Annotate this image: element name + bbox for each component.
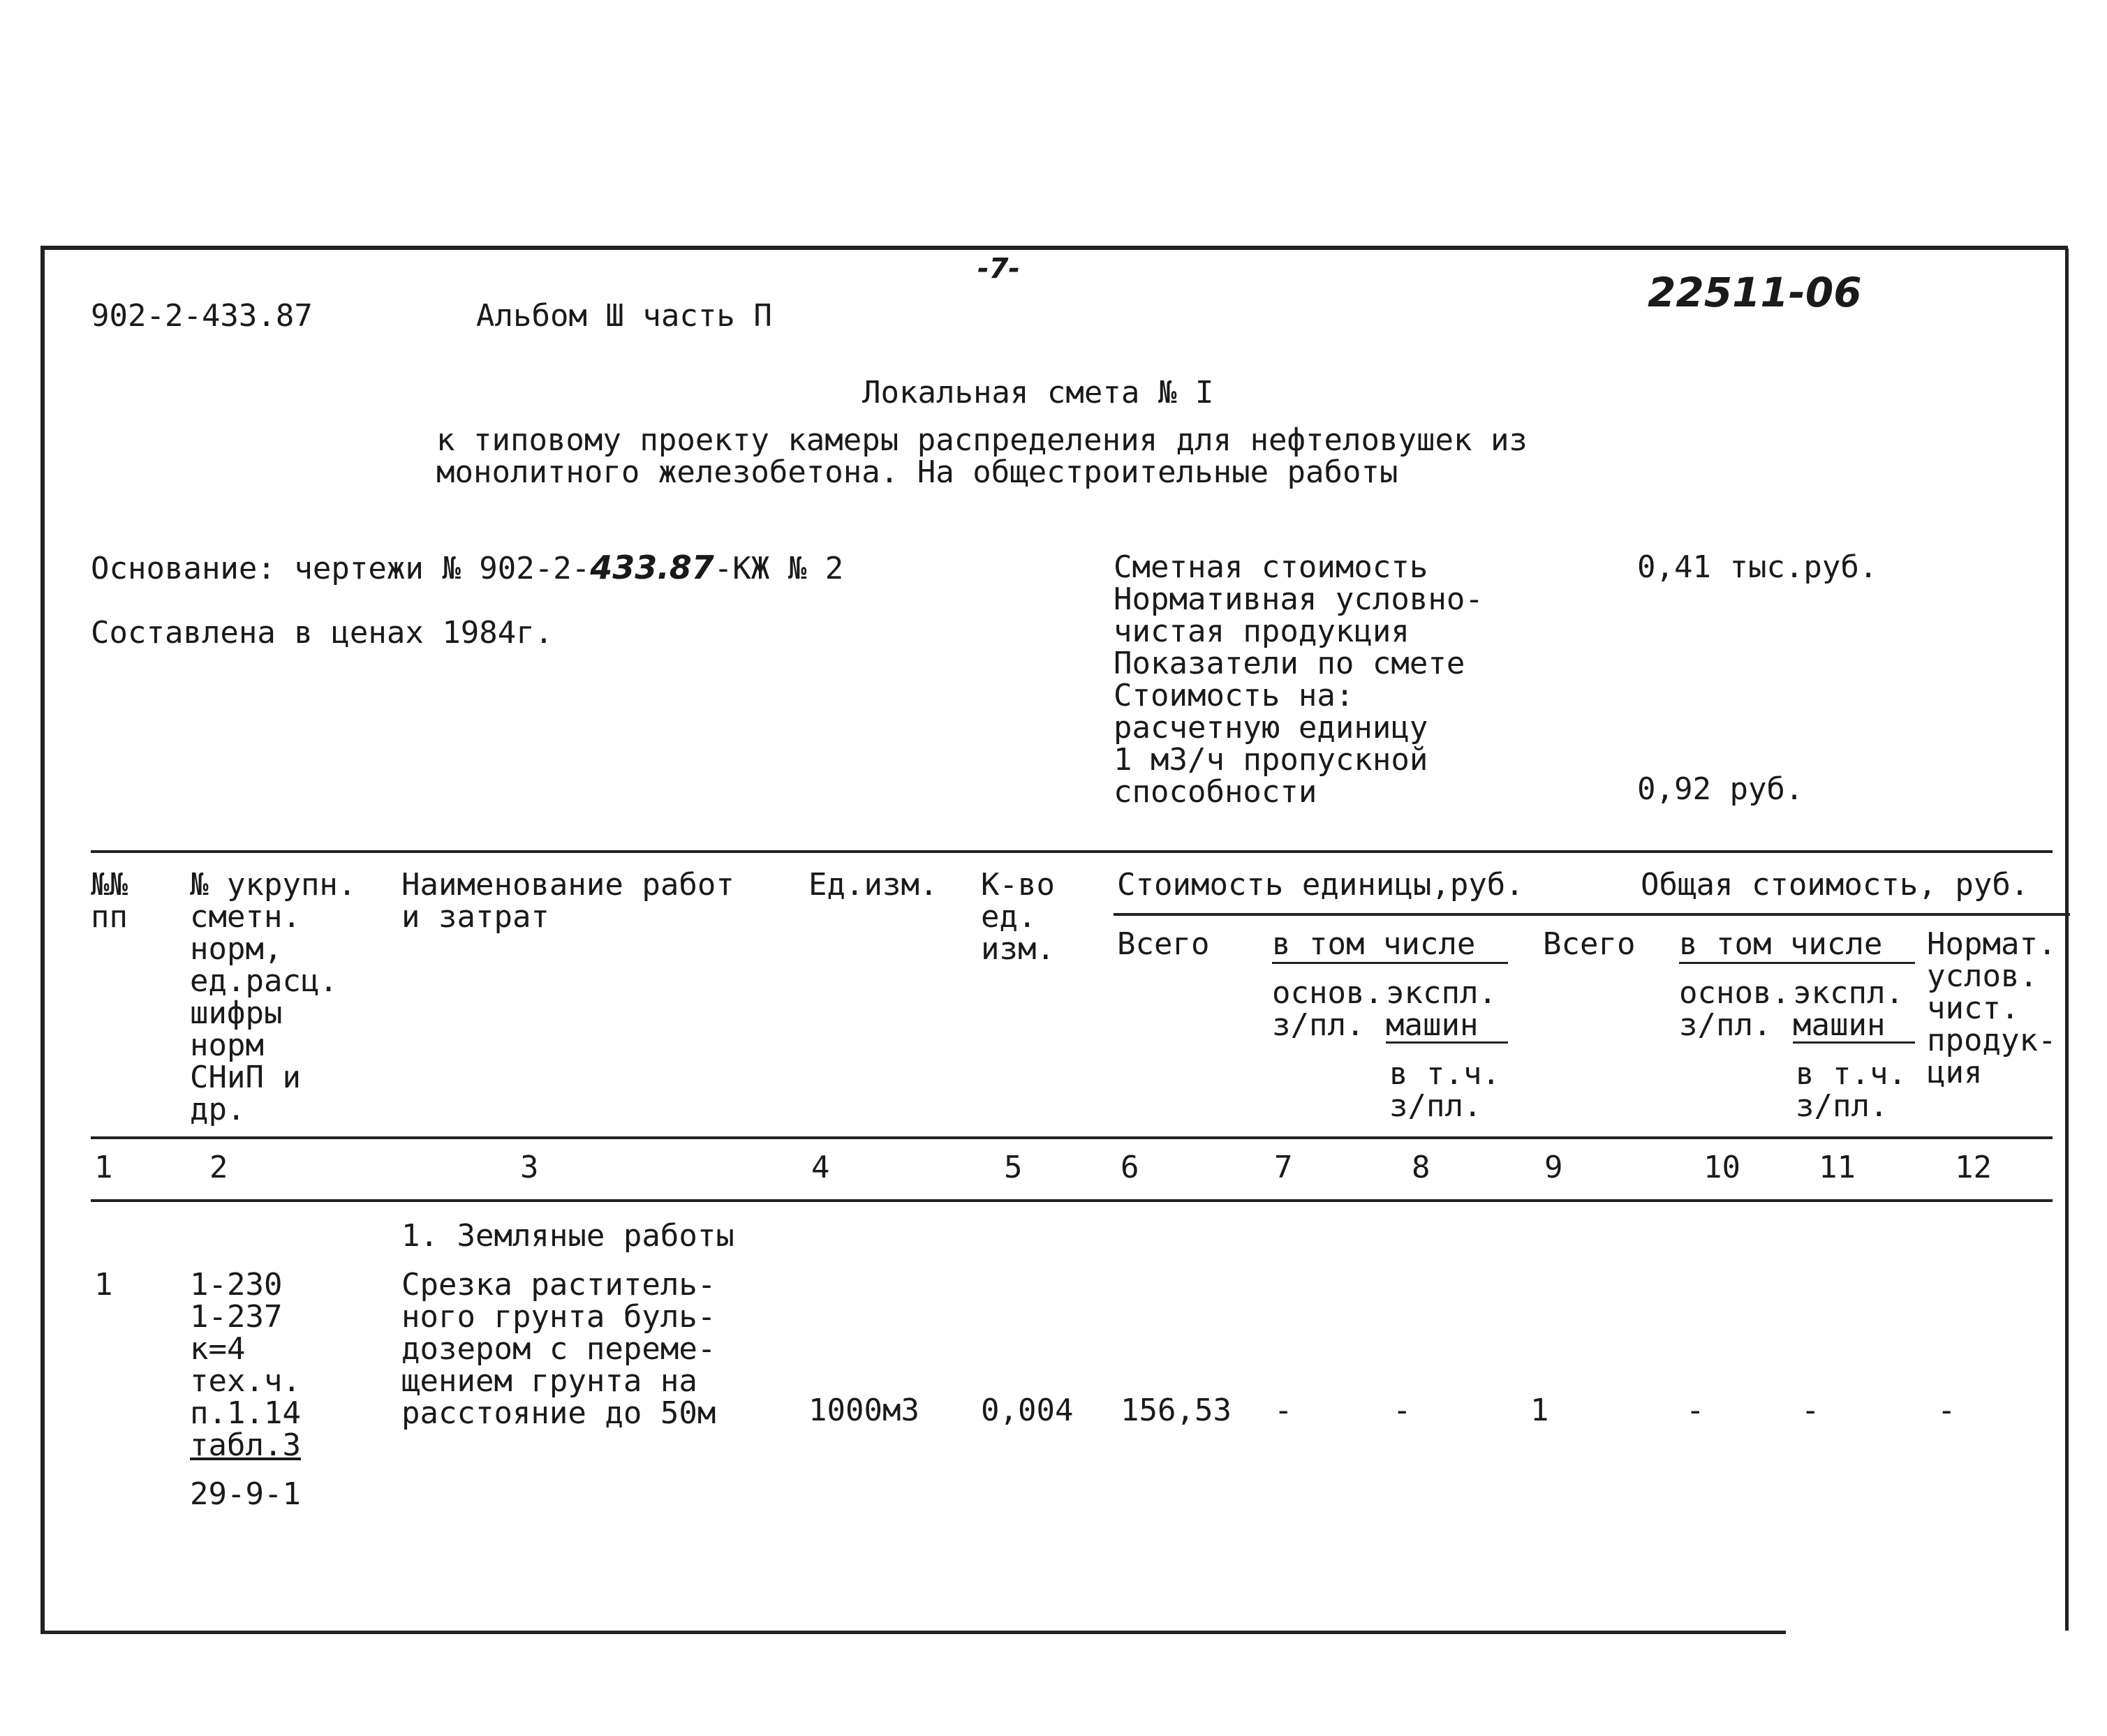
table-header-rule: [91, 1136, 2053, 1139]
row-norm-codes: 1-230 1-237 к=4 тех.ч. п.1.14 табл.3: [190, 1267, 301, 1463]
summary-unit-value: 0,92 руб.: [1637, 771, 1804, 807]
row-total-machine: -: [1801, 1393, 1820, 1428]
unit-incl-wage-header: в т.ч. з/пл.: [1389, 1056, 1500, 1124]
basis-handwritten: 433.87: [590, 549, 714, 586]
unit-machine-underline: [1386, 1041, 1508, 1044]
table-group-rule: [1114, 913, 2070, 916]
row-norm-extra: 29-9-1: [190, 1476, 301, 1512]
row-unit-wage: -: [1274, 1393, 1293, 1428]
estimate-subtitle-line2: монолитного железобетона. На общестроительные работы: [436, 454, 1398, 490]
total-incl-header: в том числе: [1679, 926, 1883, 962]
frame-bottom-border: [40, 1631, 1786, 1634]
summary-cost-value: 0,41 тыс.руб.: [1637, 549, 1878, 585]
col-number-3: 3: [520, 1150, 539, 1185]
col-number-5: 5: [1004, 1150, 1023, 1185]
table-number-rule: [91, 1199, 2053, 1202]
normative-header: Нормат. услов. чист. продук- ция: [1927, 926, 2057, 1090]
album-label: Альбом Ш часть П: [476, 298, 772, 334]
unit-incl-header: в том числе: [1272, 926, 1476, 962]
summary-label-2: Нормативная условно-: [1114, 581, 1484, 617]
frame-left-border: [40, 246, 45, 1631]
col-number-1: 1: [94, 1150, 113, 1185]
total-incl-underline: [1679, 962, 1915, 964]
row-work-name: Срезка раститель- ного грунта буль- дозером с переме- щением грунта на расстояние до 50м: [401, 1267, 716, 1431]
row-total: 1: [1530, 1393, 1549, 1428]
summary-label-6: расчетную единицу: [1114, 710, 1428, 745]
row-unit: 1000м3: [808, 1393, 919, 1428]
basis-line: [91, 551, 843, 585]
col5-header: К-во ед. изм.: [981, 867, 1055, 967]
doc-code: 902-2-433.87: [91, 298, 313, 334]
total-machine-underline: [1793, 1041, 1915, 1044]
row-unit-machine: -: [1393, 1393, 1412, 1428]
total-incl-wage-header: в т.ч. з/пл.: [1796, 1056, 1907, 1124]
frame-top-border: [43, 246, 2068, 250]
col1-header: №№ пп: [91, 867, 128, 935]
row-total-normative: -: [1937, 1393, 1956, 1428]
col-number-12: 12: [1955, 1150, 1992, 1185]
col-number-9: 9: [1544, 1150, 1563, 1185]
row-number: 1: [94, 1267, 113, 1303]
estimate-subtitle-line1: к типовому проекту камеры распределения для нефтеловушек из: [436, 422, 1528, 458]
table-top-rule: [91, 850, 2053, 853]
unit-basic-wage-header: основ. з/пл.: [1272, 975, 1383, 1043]
estimate-title: Локальная смета № I: [862, 375, 1214, 410]
page-mark: -7-: [977, 253, 1021, 285]
total-machine-header: экспл. машин: [1793, 975, 1904, 1043]
row-quantity: 0,004: [981, 1393, 1074, 1428]
unit-cost-group-header: Стоимость единицы,руб.: [1117, 867, 1524, 903]
unit-machine-header: экспл. машин: [1386, 975, 1497, 1043]
col-number-6: 6: [1121, 1150, 1139, 1185]
unit-all-header: Всего: [1117, 926, 1210, 962]
col4-header: Ед.изм.: [808, 867, 938, 903]
total-basic-wage-header: основ. з/пл.: [1679, 975, 1790, 1043]
col2-header: № укрупн. сметн. норм, ед.расц. шифры норм СНиП и др.: [190, 867, 357, 1127]
total-cost-group-header: Общая стоимость, руб.: [1641, 867, 2030, 903]
stamp-number: 22511-06: [1648, 269, 1862, 316]
col-number-7: 7: [1274, 1150, 1293, 1185]
col-number-11: 11: [1819, 1150, 1856, 1185]
col-number-2: 2: [209, 1150, 228, 1185]
summary-label-7: 1 м3/ч пропускной: [1114, 742, 1428, 778]
col3-header: Наименование работ и затрат: [401, 867, 734, 935]
frame-right-border: [2065, 248, 2069, 1631]
section-title: 1. Земляные работы: [401, 1218, 734, 1254]
summary-label-1: Сметная стоимость: [1114, 549, 1428, 585]
row-unit-total: 156,53: [1121, 1393, 1232, 1428]
summary-label-5: Стоимость на:: [1114, 678, 1354, 713]
unit-incl-underline: [1272, 962, 1508, 964]
total-all-header: Всего: [1543, 926, 1636, 962]
summary-label-8: способности: [1114, 774, 1317, 810]
prices-line: Составлена в ценах 1984г.: [91, 615, 554, 651]
basis-prefix: Основание: чертежи № 902-2-: [91, 551, 591, 586]
summary-label-4: Показатели по смете: [1114, 646, 1465, 681]
summary-label-3: чистая продукция: [1114, 614, 1410, 649]
row-total-wage: -: [1686, 1393, 1705, 1428]
col-number-8: 8: [1412, 1150, 1430, 1185]
basis-suffix: -КЖ № 2: [714, 551, 844, 586]
col-number-10: 10: [1703, 1150, 1740, 1185]
col-number-4: 4: [811, 1150, 830, 1185]
